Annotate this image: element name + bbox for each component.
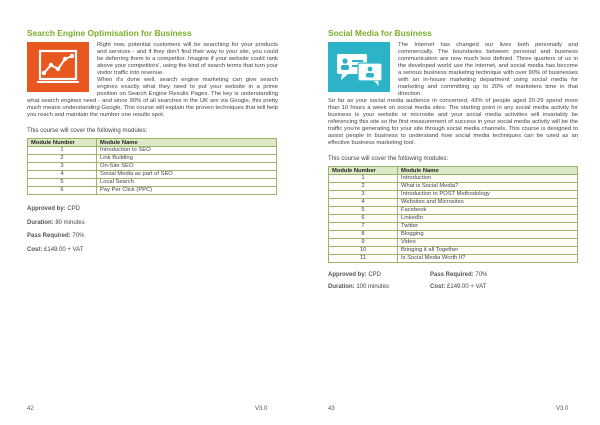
right-paragraph-1: The Internet has changed our lives both personally and commercially. The boundaries between personal and business communication are now much less defined. Three quarters of us in the developed world use the internet, and social media has become a serious business marketing technique with over 90% of businesses with an in-house marketing department using social media for marketing and committing up to 20% of marketers time in that direction. <box>398 42 578 97</box>
right-cover-text: This course will cover the following modules: <box>328 155 449 162</box>
version-label: V3.0 <box>556 406 569 412</box>
module-number-header: Module Number <box>329 167 398 175</box>
seo-chart-icon <box>27 42 89 92</box>
module-name: Blogging <box>398 231 578 239</box>
module-name: Video <box>398 239 578 247</box>
pass-required <box>430 272 550 278</box>
right-module-table <box>328 166 578 263</box>
module-name: Facebook <box>398 207 578 215</box>
table-row <box>329 175 578 183</box>
module-number: 1 <box>329 175 398 183</box>
module-number: 3 <box>28 163 97 171</box>
approved-by <box>328 272 430 278</box>
cost <box>27 247 278 253</box>
cost-value: £149.00 + VAT <box>44 246 84 253</box>
module-name: Introduction to POST Methodology <box>398 191 578 199</box>
module-name: Introduction to SEO <box>97 147 277 155</box>
module-number: 4 <box>329 199 398 207</box>
module-number: 5 <box>28 179 97 187</box>
left-module-table <box>27 138 277 195</box>
cost-value: £149.00 + VAT <box>447 284 487 290</box>
left-page-title: Search Engine Optimisation for Business <box>27 28 192 38</box>
table-row <box>28 179 277 187</box>
duration-label: Duration: <box>328 284 355 290</box>
social-media-chat-icon <box>328 42 390 92</box>
duration-label: Duration: <box>27 219 54 226</box>
approved-by-label: Approved by: <box>27 206 66 212</box>
right-paragraph-2: So far as your social media audience in concerned, 43% of people aged 20-29 spend more than 10 hours a week on social media sites. The starting point in any social media activity for business is your website or microsite and your social media activities will invariably be referencing this site so the first measurement of success in your social media activity will be the traffic you're generating for your site through social media channels. This course is designed to assist people in business to understand how social media techniques can be used as an effective business marketing tool. <box>328 98 578 146</box>
module-number: 5 <box>329 207 398 215</box>
table-row <box>329 199 578 207</box>
duration <box>328 284 430 290</box>
version-label: V3.0 <box>255 406 268 412</box>
left-cover-text: This course will cover the following modules: <box>27 127 148 134</box>
table-row <box>28 187 277 195</box>
module-name: Local Search <box>97 179 277 187</box>
table-row <box>329 215 578 223</box>
module-number-header: Module Number <box>28 139 97 147</box>
cost <box>430 284 550 290</box>
module-name: Websites and Microsites <box>398 199 578 207</box>
left-paragraph-2: When it's done well, search engine marketing can give search engines exactly what they need to put your website in a prime position on Search Engine Results Pages. The key is understanding what search engines need - and since 90% of all searches in the UK are via Google, this pretty much means understanding Google. This course will explain the proven techniques that will help you reach and maintain the number one results spot. <box>27 77 278 118</box>
module-number: 11 <box>329 255 398 263</box>
cost-label: Cost: <box>27 246 43 253</box>
module-number: 6 <box>28 187 97 195</box>
left-paragraph-1: Right now, potential customers will be searching for your products and services - and if they don't find their way to your site, you could be deferring them to a competitor. Imagine if your website could rank above your competitors', using the kind of search terms that turn your visitor traffic into revenue. <box>97 42 278 76</box>
module-name: Social Media as part of SEO <box>97 171 277 179</box>
module-number: 7 <box>329 223 398 231</box>
module-name: Is Social Media Worth It? <box>398 255 578 263</box>
table-row <box>329 231 578 239</box>
module-number: 6 <box>329 215 398 223</box>
right-course-details <box>328 272 578 290</box>
right-page-title: Social Media for Business <box>328 28 432 38</box>
approved-by <box>27 206 278 212</box>
table-row <box>329 255 578 263</box>
table-row <box>28 155 277 163</box>
module-name-header: Module Name <box>398 167 578 175</box>
duration <box>27 220 278 226</box>
module-number: 9 <box>329 239 398 247</box>
pass-required-label: Pass Required: <box>27 233 71 239</box>
left-course-details <box>27 206 278 253</box>
module-name-header: Module Name <box>97 139 277 147</box>
module-name: What is Social Media? <box>398 183 578 191</box>
table-row <box>329 223 578 231</box>
module-name: Introduction <box>398 175 578 183</box>
module-name: Bringing it all Together <box>398 247 578 255</box>
module-name: On-Site SEO <box>97 163 277 171</box>
duration-value: 80 minutes <box>55 219 85 226</box>
module-name: Twitter <box>398 223 578 231</box>
module-name: Pay Per Click (PPC) <box>97 187 277 195</box>
duration-value: 100 minutes <box>356 284 390 290</box>
page-number: 42 <box>27 406 34 412</box>
module-number: 4 <box>28 171 97 179</box>
right-page-body <box>328 42 578 147</box>
table-row <box>28 147 277 155</box>
left-page-body <box>27 42 278 119</box>
approved-by-label: Approved by: <box>328 272 367 278</box>
module-number: 2 <box>329 183 398 191</box>
approved-by-value: CPD <box>67 206 81 212</box>
module-number: 1 <box>28 147 97 155</box>
page-number: 43 <box>328 406 335 412</box>
cost-label: Cost: <box>430 284 446 290</box>
table-row <box>329 207 578 215</box>
pass-required <box>27 233 278 239</box>
table-header-row <box>329 167 578 175</box>
table-row <box>28 163 277 171</box>
table-header-row <box>28 139 277 147</box>
approved-by-value: CPD <box>368 272 382 278</box>
module-number: 3 <box>329 191 398 199</box>
table-row <box>329 239 578 247</box>
pass-required-value: 70% <box>72 233 85 239</box>
module-number: 10 <box>329 247 398 255</box>
module-name: Link Building <box>97 155 277 163</box>
table-row <box>329 191 578 199</box>
table-row <box>329 247 578 255</box>
module-number: 2 <box>28 155 97 163</box>
right-page <box>300 0 600 425</box>
table-row <box>329 183 578 191</box>
table-row <box>28 171 277 179</box>
module-name: LinkedIn <box>398 215 578 223</box>
module-number: 8 <box>329 231 398 239</box>
pass-required-label: Pass Required: <box>430 272 474 278</box>
pass-required-value: 70% <box>475 272 488 278</box>
